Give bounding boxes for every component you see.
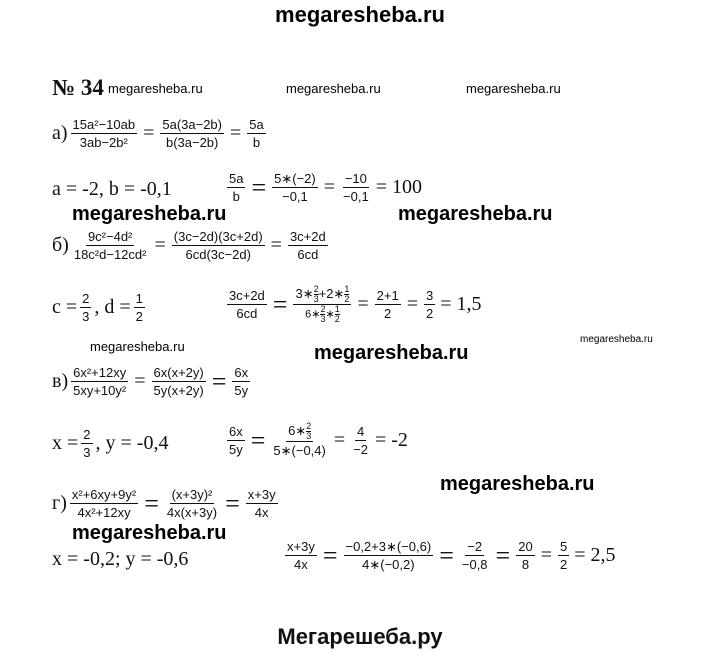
part-g-simplification: г) $\frac{\text{x²+6xy+9y²}}{\text{4x²+12xy}}$ = $\frac{\text{(x+3y)²}}{4x(x+3y)}$ = $\frac{x+3y}{4x}$ bbox=[52, 487, 276, 520]
fraction: $\frac{\text{x²+6xy+9y²}}{\text{4x²+12xy}}$ bbox=[71, 487, 137, 520]
fraction: $\frac{x+3y}{4x}$ bbox=[247, 487, 276, 520]
fraction: $\frac{-0,2+3∗(-0,6)}{4∗(-0,2)}$ bbox=[345, 539, 432, 572]
fraction: $\frac{x+3y}{4x}$ bbox=[287, 539, 315, 572]
part-a-label: а) bbox=[52, 122, 68, 144]
watermark: megaresheba.ru bbox=[580, 334, 653, 345]
fraction: $\frac{6x}{5y}$ bbox=[234, 365, 249, 398]
watermark: megaresheba.ru bbox=[398, 203, 553, 225]
part-b-simplification: б) $\frac{\text{9c²−4d²}}{\text{18c²d−12cd²}}$ = $\frac{(3c-2d)(3c+2d)}{6cd(3c-2d)}$ = $\frac{3c+2d}{6cd}$ bbox=[52, 229, 326, 262]
fraction: $\frac{20}{8}$ bbox=[518, 539, 533, 572]
part-g-calculation: $\frac{x+3y}{4x}$ = $\frac{-0,2+3∗(-0,6)}{4∗(-0,2)}$ = $\frac{-2}{-0,8}$ = $\frac{20}{8}$ = $\frac{5}{2}$ = 2,5 bbox=[287, 539, 616, 572]
part-b-result: = 1,5 bbox=[440, 293, 482, 316]
fraction: $\frac{3c+2d}{6cd}$ bbox=[289, 229, 326, 262]
fraction: $\frac{\text{9c²−4d²}}{\text{18c²d−12cd²}}$ bbox=[73, 229, 147, 262]
fraction: $\frac{5a}{b}$ bbox=[229, 171, 244, 204]
fraction: $\frac{2+1}{2}$ bbox=[376, 288, 399, 322]
fraction: $\frac{3c+2d}{6cd}$ bbox=[229, 288, 265, 322]
fraction: $\frac{-2}{-0,8}$ bbox=[461, 539, 488, 572]
part-v-calculation: $\frac{6x}{5y}$ = 6∗ $\frac{2}{3}$ 5∗(−0,4) = $\frac{4}{-2}$ = -2 bbox=[229, 421, 408, 459]
watermark: megaresheba.ru bbox=[466, 81, 561, 96]
part-v-label: в) bbox=[52, 370, 69, 392]
part-a-condition: a = -2, b = -0,1 bbox=[52, 178, 172, 200]
problem-number: № 34 bbox=[52, 75, 104, 100]
fraction: $\frac{5∗(-2)}{-0,1}$ bbox=[274, 171, 316, 204]
watermark: megaresheba.ru bbox=[314, 342, 469, 364]
watermark: megaresheba.ru bbox=[108, 81, 203, 96]
fraction: $\frac{2}{3}$ bbox=[83, 427, 91, 460]
fraction: $\frac{-10}{-0,1}$ bbox=[343, 171, 369, 204]
site-footer: Мегарешеба.ру bbox=[277, 624, 443, 649]
part-b-calculation: $\frac{3c+2d}{6cd}$ = 3∗ $\frac{2}{3}$ +2∗ $\frac{1}{2}$ 6∗ $\frac{2}{3}$ ∗ $\frac{1}{2}$ = $\frac{2+1}{2}$ = $\frac{3}{2}$ = 1,5 bbox=[229, 284, 482, 325]
fraction: $\frac{4}{-2}$ bbox=[353, 424, 368, 458]
watermark: megaresheba.ru bbox=[72, 203, 227, 225]
watermark: megaresheba.ru bbox=[90, 339, 185, 354]
part-a-calculation: $\frac{5a}{b}$ = $\frac{5∗(-2)}{-0,1}$ = $\frac{-10}{-0,1}$ = 100 bbox=[229, 171, 422, 204]
nested-fraction: 3∗ $\frac{2}{3}$ +2∗ $\frac{1}{2}$ 6∗ $\frac{2}{3}$ ∗ $\frac{1}{2}$ bbox=[295, 284, 350, 325]
watermark: megaresheba.ru bbox=[286, 81, 381, 96]
fraction: $\frac{6x(x+2y)}{5y(x+2y)}$ bbox=[153, 365, 204, 398]
fraction: $\frac{5a(3a-2b)}{b(3a-2b)}$ bbox=[162, 117, 222, 150]
part-b-condition: c = $\frac{2}{3}$ , d = $\frac{1}{2}$ bbox=[52, 291, 143, 324]
fraction: $\frac{6x}{5y}$ bbox=[229, 424, 243, 458]
part-v-condition: x = $\frac{2}{3}$ , y = -0,4 bbox=[52, 427, 169, 460]
fraction: $\frac{3}{2}$ bbox=[425, 288, 434, 322]
part-a-result: = 100 bbox=[375, 176, 422, 198]
fraction: $\frac{1}{2}$ bbox=[135, 291, 143, 324]
site-header: megaresheba.ru bbox=[275, 2, 445, 27]
fraction: $\frac{\text{6x²+12xy}}{\text{5xy+10y²}}$ bbox=[73, 365, 127, 398]
fraction: $\frac{(3c-2d)(3c+2d)}{6cd(3c-2d)}$ bbox=[173, 229, 263, 262]
fraction: $\frac{5}{2}$ bbox=[559, 539, 568, 572]
part-g-condition: x = -0,2; y = -0,6 bbox=[52, 548, 189, 570]
watermark: megaresheba.ru bbox=[440, 473, 595, 495]
part-g-label: г) bbox=[52, 492, 67, 514]
part-v-simplification: в) $\frac{\text{6x²+12xy}}{\text{5xy+10y²}}$ = $\frac{6x(x+2y)}{5y(x+2y)}$ = $\frac{6x}{5y}$ bbox=[52, 365, 249, 398]
part-v-result: = -2 bbox=[374, 429, 408, 452]
nested-fraction: 6∗ $\frac{2}{3}$ 5∗(−0,4) bbox=[273, 421, 326, 459]
part-g-result: = 2,5 bbox=[574, 544, 616, 566]
fraction: $\frac{5a}{b}$ bbox=[249, 117, 264, 150]
fraction: $\frac{2}{3}$ bbox=[82, 291, 90, 324]
fraction: $\frac{\text{15a²−10ab}}{\text{3ab−2b²}}$ bbox=[72, 117, 136, 150]
part-a-simplification: а) $\frac{\text{15a²−10ab}}{\text{3ab−2b²}}$ = $\frac{5a(3a-2b)}{b(3a-2b)}$ = $\frac{5a}{b}$ bbox=[52, 117, 264, 150]
fraction: $\frac{\text{(x+3y)²}}{4x(x+3y)}$ bbox=[166, 487, 218, 520]
watermark: megaresheba.ru bbox=[72, 522, 227, 544]
part-b-label: б) bbox=[52, 234, 69, 256]
